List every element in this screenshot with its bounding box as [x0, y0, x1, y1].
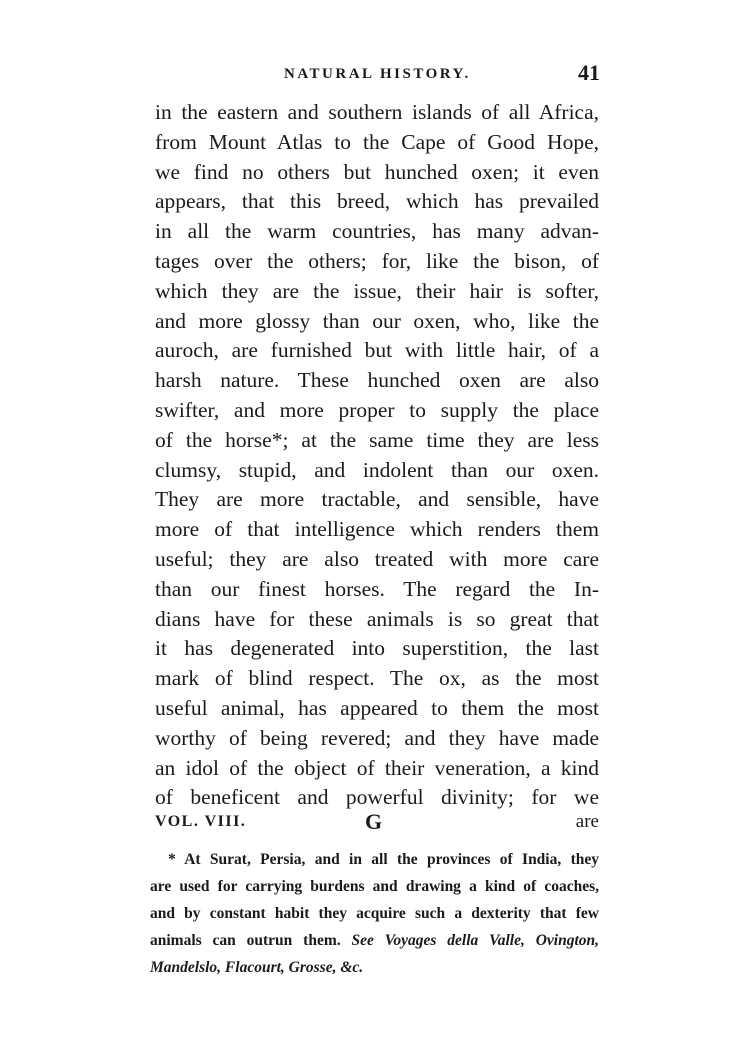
text-line: from Mount Atlas to the Cape of Good Hope,	[155, 129, 599, 154]
running-title: NATURAL HISTORY.	[284, 66, 471, 82]
text-line: it has degenerated into superstition, the last	[155, 636, 599, 661]
footnote-citation: See Voyages della Valle, Ovington,	[351, 932, 599, 949]
text-line: which they are the issue, their hair is softer,	[155, 278, 599, 303]
footnote-line	[150, 927, 599, 954]
text-line: of the horse*; at the same time they are less	[155, 427, 599, 452]
footnote	[150, 846, 599, 981]
footnote-line	[150, 954, 599, 981]
text-line: tages over the others; for, like the bison, of	[155, 248, 599, 273]
text-line: They are more tractable, and sensible, have	[155, 487, 599, 512]
text-line: auroch, are furnished but with little hair, of a	[155, 338, 599, 363]
running-head	[150, 62, 600, 90]
text-line: useful animal, has appeared to them the most	[155, 695, 599, 720]
text-line: in all the warm countries, has many advan-	[155, 219, 599, 244]
text-line: of beneficent and powerful divinity; for we	[155, 785, 599, 810]
volume-signature: VOL. VIII.	[155, 813, 247, 830]
gathering-mark: G	[365, 809, 383, 834]
text-line: more of that intelligence which renders them	[155, 517, 599, 542]
signature-line	[155, 809, 599, 843]
text-line: dians have for these animals is so great that	[155, 606, 599, 631]
footnote-line: and by constant habit they acquire such a dexterity that few	[150, 905, 599, 922]
text-line: harsh nature. These hunched oxen are also	[155, 368, 599, 393]
catchword: are	[575, 811, 599, 832]
text-line: we find no others but hunched oxen; it even	[155, 159, 599, 184]
page-number: 41	[578, 60, 600, 85]
text-line: an idol of the object of their veneration, a kind	[155, 755, 599, 780]
body-text	[155, 98, 599, 813]
footnote-line: * At Surat, Persia, and in all the provinces of India, they	[168, 851, 599, 868]
text-line: mark of blind respect. The ox, as the most	[155, 666, 599, 691]
text-line: useful; they are also treated with more care	[155, 546, 599, 571]
text-line: swifter, and more proper to supply the place	[155, 397, 599, 422]
footnote-citation-continued: Mandelslo, Flacourt, Grosse, &c.	[150, 959, 364, 976]
footnote-line: are used for carrying burdens and drawing a kind of coaches,	[150, 878, 599, 895]
text-line: worthy of being revered; and they have made	[155, 725, 599, 750]
text-line: than our finest horses. The regard the In-	[155, 576, 599, 601]
text-line: and more glossy than our oxen, who, like the	[155, 308, 599, 333]
text-line: clumsy, stupid, and indolent than our oxen.	[155, 457, 599, 482]
text-line: appears, that this breed, which has prevailed	[155, 189, 599, 214]
text-line: in the eastern and southern islands of all Africa,	[155, 100, 599, 124]
footnote-text: animals can outrun them.	[150, 932, 341, 949]
